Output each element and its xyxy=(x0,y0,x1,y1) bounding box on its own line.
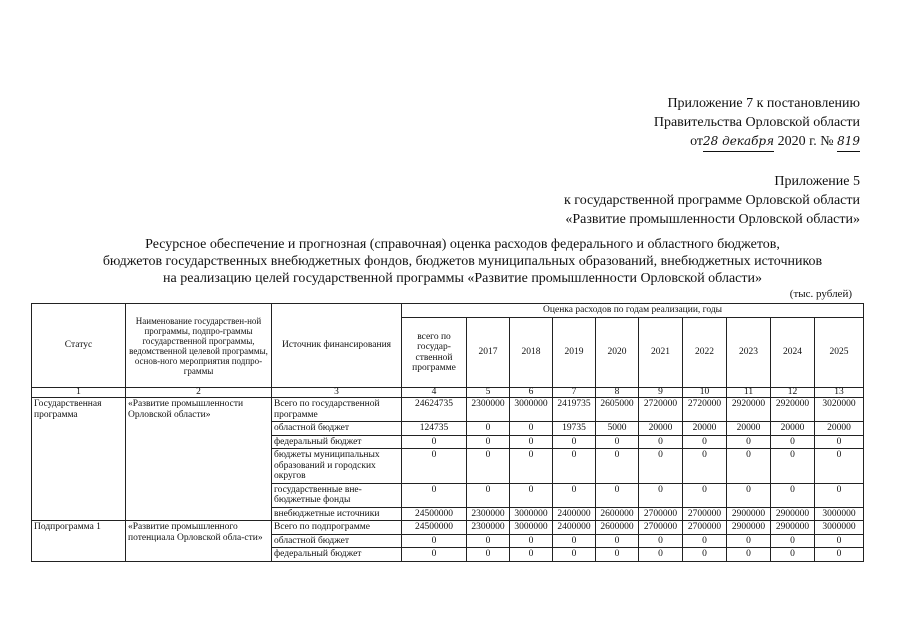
row-value: 0 xyxy=(510,548,553,562)
column-number: 9 xyxy=(639,388,683,398)
document-heading xyxy=(40,236,885,287)
row-value: 2400000 xyxy=(553,521,596,535)
row-program-name: «Развитие промышленности Орловской области» xyxy=(126,398,272,521)
header-name: Наименование государствен-ной программы, подпро-граммы государственной программы, ведомственной целевой программы, основ-ного мероприятия подпро-граммы xyxy=(126,304,272,388)
row-value: 0 xyxy=(683,534,727,548)
units-label: (тыс. рублей) xyxy=(789,288,852,300)
row-value: 20000 xyxy=(683,422,727,436)
row-value: 0 xyxy=(639,534,683,548)
row-value: 0 xyxy=(596,449,639,484)
row-value: 3000000 xyxy=(510,398,553,422)
row-value: 3020000 xyxy=(815,398,864,422)
appendix-7-block xyxy=(560,94,860,152)
row-value: 20000 xyxy=(771,422,815,436)
heading-line1: Ресурсное обеспечение и прогнозная (справочная) оценка расходов федерального и областного бюджетов, xyxy=(145,237,780,252)
column-number: 6 xyxy=(510,388,553,398)
row-value: 0 xyxy=(815,534,864,548)
row-value: 0 xyxy=(510,435,553,449)
row-value: 0 xyxy=(467,548,510,562)
row-value: 24500000 xyxy=(402,521,467,535)
row-value: 24624735 xyxy=(402,398,467,422)
row-value: 0 xyxy=(771,483,815,507)
column-number: 10 xyxy=(683,388,727,398)
row-value: 5000 xyxy=(596,422,639,436)
row-value: 0 xyxy=(639,548,683,562)
row-value: 2920000 xyxy=(727,398,771,422)
row-value: 124735 xyxy=(402,422,467,436)
row-value: 0 xyxy=(510,449,553,484)
row-value: 0 xyxy=(727,534,771,548)
row-value: 0 xyxy=(815,483,864,507)
header-year: 2020 xyxy=(596,318,639,388)
row-source: Всего по государственной программе xyxy=(272,398,402,422)
row-value: 2419735 xyxy=(553,398,596,422)
row-value: 2600000 xyxy=(596,521,639,535)
row-value: 0 xyxy=(467,534,510,548)
row-value: 3000000 xyxy=(815,521,864,535)
column-number: 3 xyxy=(272,388,402,398)
row-source: областной бюджет xyxy=(272,422,402,436)
header-year: 2022 xyxy=(683,318,727,388)
header-total: всего по государ-ственной программе xyxy=(402,318,467,388)
row-value: 0 xyxy=(510,422,553,436)
row-value: 3000000 xyxy=(510,521,553,535)
header-year: 2018 xyxy=(510,318,553,388)
column-number: 13 xyxy=(815,388,864,398)
row-value: 19735 xyxy=(553,422,596,436)
row-value: 0 xyxy=(639,449,683,484)
row-value: 0 xyxy=(553,534,596,548)
row-value: 0 xyxy=(639,435,683,449)
appendix-7-prefix: от xyxy=(690,134,703,149)
table-row xyxy=(32,398,864,422)
appendix-7-line2: Правительства Орловской области xyxy=(653,115,860,130)
row-value: 0 xyxy=(727,449,771,484)
row-value: 2700000 xyxy=(639,521,683,535)
row-value: 2300000 xyxy=(467,507,510,521)
row-value: 0 xyxy=(815,449,864,484)
appendix-5-block xyxy=(560,172,860,229)
resource-table xyxy=(31,303,864,562)
row-value: 0 xyxy=(402,449,467,484)
row-value: 0 xyxy=(510,534,553,548)
row-value: 0 xyxy=(467,422,510,436)
row-value: 0 xyxy=(402,435,467,449)
row-value: 0 xyxy=(596,548,639,562)
header-year: 2023 xyxy=(727,318,771,388)
heading-line2: бюджетов государственных внебюджетных фондов, бюджетов муниципальных образований, внебюджетных источников xyxy=(102,254,823,269)
row-value: 2700000 xyxy=(683,521,727,535)
row-value: 0 xyxy=(510,483,553,507)
row-value: 2400000 xyxy=(553,507,596,521)
row-source: внебюджетные источники xyxy=(272,507,402,521)
row-value: 2700000 xyxy=(639,507,683,521)
row-value: 0 xyxy=(771,435,815,449)
row-value: 2900000 xyxy=(727,507,771,521)
row-source: государственные вне-бюджетные фонды xyxy=(272,483,402,507)
row-value: 0 xyxy=(467,449,510,484)
row-value: 0 xyxy=(683,548,727,562)
row-value: 0 xyxy=(553,483,596,507)
header-year: 2024 xyxy=(771,318,815,388)
table-row xyxy=(32,521,864,535)
row-source: федеральный бюджет xyxy=(272,435,402,449)
header-year: 2019 xyxy=(553,318,596,388)
row-value: 0 xyxy=(596,483,639,507)
row-value: 0 xyxy=(683,449,727,484)
appendix-5-line3: «Развитие промышленности Орловской области» xyxy=(565,212,860,227)
row-value: 2600000 xyxy=(596,507,639,521)
column-number: 8 xyxy=(596,388,639,398)
appendix-5-line1: Приложение 5 xyxy=(774,174,860,189)
header-estimate: Оценка расходов по годам реализации, годы xyxy=(402,304,864,318)
row-value: 0 xyxy=(467,483,510,507)
row-value: 3000000 xyxy=(510,507,553,521)
row-value: 3000000 xyxy=(815,507,864,521)
row-status: Государственная программа xyxy=(32,398,126,521)
row-value: 0 xyxy=(815,548,864,562)
row-source: федеральный бюджет xyxy=(272,548,402,562)
row-value: 20000 xyxy=(727,422,771,436)
header-year: 2017 xyxy=(467,318,510,388)
row-value: 0 xyxy=(727,435,771,449)
row-value: 24500000 xyxy=(402,507,467,521)
header-status: Статус xyxy=(32,304,126,388)
row-value: 2720000 xyxy=(683,398,727,422)
column-number: 4 xyxy=(402,388,467,398)
row-value: 2900000 xyxy=(727,521,771,535)
row-value: 2920000 xyxy=(771,398,815,422)
column-number: 5 xyxy=(467,388,510,398)
row-value: 2900000 xyxy=(771,521,815,535)
row-value: 2300000 xyxy=(467,398,510,422)
column-number: 12 xyxy=(771,388,815,398)
row-value: 0 xyxy=(815,435,864,449)
row-value: 2300000 xyxy=(467,521,510,535)
column-number: 1 xyxy=(32,388,126,398)
handwritten-date: 28 декабря xyxy=(703,132,774,152)
row-value: 0 xyxy=(771,548,815,562)
header-year: 2021 xyxy=(639,318,683,388)
column-number-row xyxy=(32,388,864,398)
row-value: 0 xyxy=(596,435,639,449)
row-value: 0 xyxy=(402,548,467,562)
row-value: 20000 xyxy=(815,422,864,436)
row-value: 2720000 xyxy=(639,398,683,422)
row-value: 0 xyxy=(596,534,639,548)
row-status: Подпрограмма 1 xyxy=(32,521,126,562)
row-value: 2900000 xyxy=(771,507,815,521)
row-value: 0 xyxy=(402,534,467,548)
column-number: 11 xyxy=(727,388,771,398)
row-value: 0 xyxy=(553,548,596,562)
row-value: 0 xyxy=(727,548,771,562)
row-value: 0 xyxy=(639,483,683,507)
row-program-name: «Развитие промышленного потенциала Орловской обла-сти» xyxy=(126,521,272,562)
appendix-5-line2: к государственной программе Орловской области xyxy=(564,193,860,208)
heading-line3: на реализацию целей государственной программы «Развитие промышленности Орловской области» xyxy=(163,271,762,286)
row-value: 0 xyxy=(553,449,596,484)
header-year: 2025 xyxy=(815,318,864,388)
row-value: 0 xyxy=(402,483,467,507)
row-value: 0 xyxy=(683,435,727,449)
appendix-7-line1: Приложение 7 к постановлению xyxy=(667,96,860,111)
row-value: 0 xyxy=(771,449,815,484)
row-value: 2605000 xyxy=(596,398,639,422)
handwritten-number: 819 xyxy=(837,132,860,152)
appendix-7-middle: 2020 г. № xyxy=(777,134,834,149)
row-value: 0 xyxy=(553,435,596,449)
row-value: 0 xyxy=(683,483,727,507)
header-source: Источник финансирования xyxy=(272,304,402,388)
column-number: 7 xyxy=(553,388,596,398)
row-value: 20000 xyxy=(639,422,683,436)
appendix-7-line3 xyxy=(560,132,860,152)
column-number: 2 xyxy=(126,388,272,398)
row-value: 2700000 xyxy=(683,507,727,521)
row-source: Всего по подпрограмме xyxy=(272,521,402,535)
row-value: 0 xyxy=(771,534,815,548)
row-value: 0 xyxy=(727,483,771,507)
row-source: областной бюджет xyxy=(272,534,402,548)
row-value: 0 xyxy=(467,435,510,449)
row-source: бюджеты муниципальных образований и городских округов xyxy=(272,449,402,484)
